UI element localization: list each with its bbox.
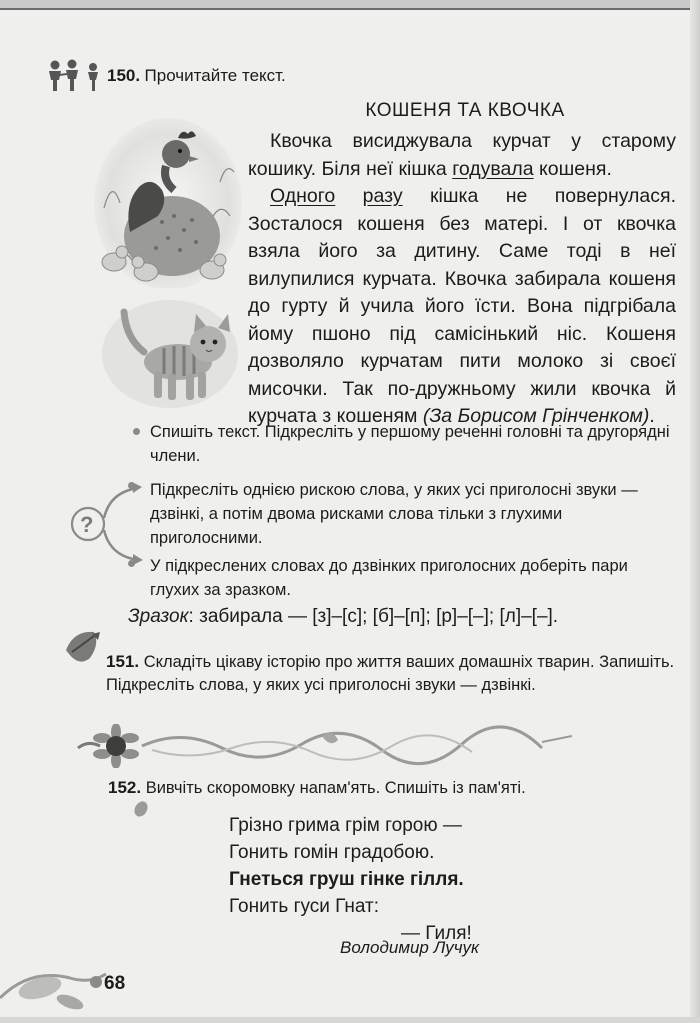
page-top-edge	[0, 0, 700, 10]
exercise-152-header	[108, 778, 526, 798]
page-right-edge	[690, 0, 700, 1023]
exercise-150-header	[107, 66, 286, 86]
poem-line-bold: Гнеться груш гінке гілля.	[229, 869, 464, 890]
bullet-dot	[133, 428, 140, 435]
page-number: 68	[104, 973, 126, 994]
poem-line: — Гиля!	[401, 923, 472, 944]
pencil-leaf-icon	[62, 628, 106, 672]
story-title: КОШЕНЯ ТА КВОЧКА	[365, 100, 565, 121]
story-text-span: кошеня.	[533, 157, 612, 180]
question-mark: ?	[80, 512, 94, 537]
sunflower-divider	[72, 724, 582, 768]
sample-line	[128, 606, 558, 628]
exercise-task: Вивчіть скоромовку напам'ять. Спишіть із пам'яті.	[145, 779, 526, 797]
page-bottom-edge	[0, 1017, 700, 1023]
exercise-task: Складіть цікаву історію про життя ваших домашніх тварин. Запишіть. Підкресліть слова, у яких усі приголосні звуки — дзвінкі.	[106, 653, 675, 694]
question-arrows-icon	[66, 474, 150, 574]
kitten-illustration	[100, 296, 240, 408]
exercise-number: 151.	[106, 652, 140, 671]
task-bullet-3: У підкреслених словах до дзвінких приголосних доберіть пари глухих за зразком.	[150, 557, 628, 599]
exercise-number: 150.	[107, 66, 141, 85]
sample-text: : забирала — [з]–[с]; [б]–[п]; [р]–[–]; [л]–[–].	[188, 606, 559, 627]
exercise-task: Прочитайте текст.	[144, 66, 286, 85]
poem-line: Гонить гуси Гнат:	[229, 896, 380, 917]
hen-with-chicks-illustration	[92, 112, 242, 288]
story-source: (За Борисом Грінченком)	[422, 405, 650, 427]
story-paragraph-1	[248, 128, 676, 183]
exercise-151	[106, 650, 676, 697]
task-bullet-2: Підкресліть однією рискою слова, у яких усі приголосні звуки — дзвінкі, а потім двома рисками слова тільки з глухими приголосними.	[150, 481, 638, 547]
poem-line: Гонить гомін градобою.	[229, 842, 435, 863]
story-text	[248, 128, 676, 431]
space	[335, 185, 362, 207]
story-text-span: .	[649, 405, 655, 427]
poem-author: Володимир Лучук	[340, 938, 480, 957]
sample-label: Зразок	[128, 606, 189, 627]
children-icon	[46, 58, 104, 92]
tongue-twister	[229, 812, 472, 947]
exercise-number: 152.	[108, 778, 142, 797]
corner-flower-decoration	[0, 958, 110, 1018]
poem-line: Грізно грима грім горою —	[229, 815, 462, 836]
story-paragraph-2	[248, 183, 676, 431]
story-text-span: Квочка висиджувала курчат у старому кошику. Біля неї кішка	[248, 130, 676, 180]
underlined-word: годувала	[452, 157, 534, 180]
story-text-span: кішка не повернулася. Зосталося кошеня без матері. І от квочка взяла його за дитину. Саме тоді в неї вилупилися курчата. Квочка забирала кошеня до гурту й учила його їсти. Вона підгрібала йому пшоно під самісінький ніс. Кошеня дозволяло курчатам пити молоко зі своєї мисочки. Так по-дружньому жили квочка й курчата з кошеням	[248, 185, 676, 427]
bullet-dot	[128, 482, 135, 489]
underlined-word: Одного	[270, 185, 336, 207]
underlined-word: разу	[362, 185, 403, 207]
bullet-dot	[128, 560, 135, 567]
task-bullet-1: Спишіть текст. Підкресліть у першому реченні головні та другорядні члени.	[150, 423, 670, 465]
small-leaf-icon	[132, 800, 150, 818]
